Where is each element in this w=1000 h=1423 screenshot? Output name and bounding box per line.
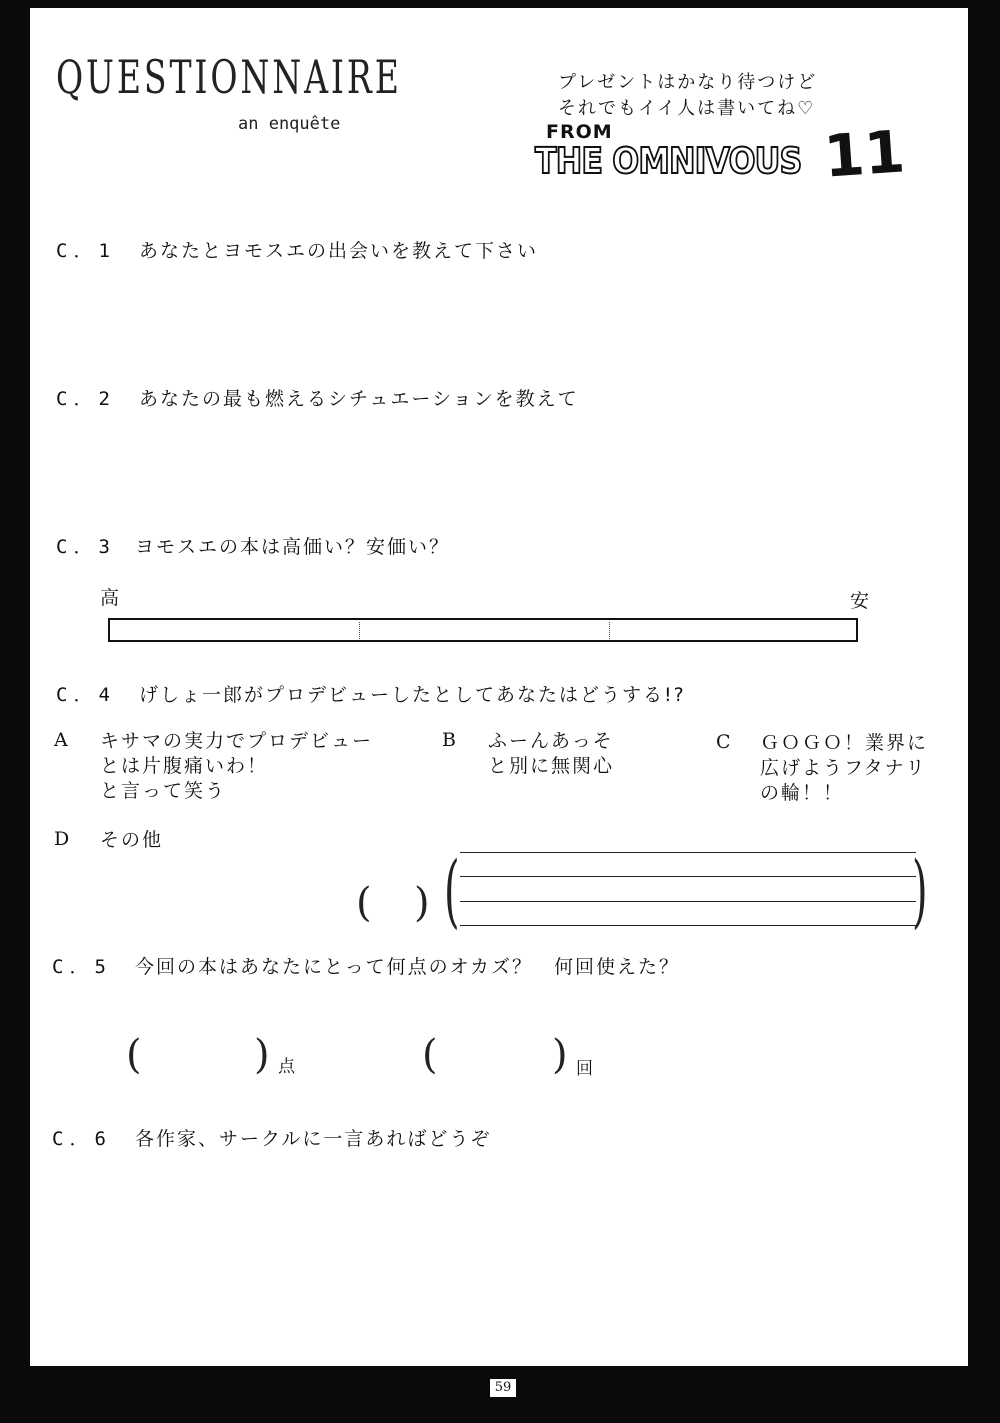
page-number: 59 bbox=[490, 1379, 516, 1397]
freeform-bracket-close: ) bbox=[912, 844, 928, 937]
option-c-letter: C bbox=[716, 731, 731, 753]
question-4 bbox=[56, 680, 686, 707]
write-line bbox=[460, 901, 916, 902]
option-b-line: と別に無関心 bbox=[488, 755, 615, 777]
points-paren-open: ( bbox=[126, 1032, 142, 1078]
option-b-line: ふーんあっそ bbox=[488, 730, 614, 752]
question-3 bbox=[56, 532, 450, 559]
option-d-paren-open: ( bbox=[356, 880, 372, 926]
option-a-letter: A bbox=[54, 729, 68, 751]
option-d-freeform-lines[interactable] bbox=[460, 851, 916, 929]
page-title: QUESTIONNAIRE bbox=[56, 50, 402, 104]
write-line bbox=[460, 852, 916, 853]
option-c-line: 広げようフタナリ bbox=[760, 757, 927, 779]
scale-right-label: 安 bbox=[850, 590, 872, 612]
option-a[interactable] bbox=[100, 729, 373, 804]
question-text: 今回の本はあなたにとって何点のオカズ？ 何回使えた？ bbox=[134, 956, 681, 978]
question-1 bbox=[56, 236, 538, 263]
freeform-bracket-open: ( bbox=[444, 844, 460, 937]
circle-logo-text: THE OMNIVOUS bbox=[535, 141, 802, 182]
points-answer-field[interactable] bbox=[146, 1038, 254, 1078]
option-b[interactable] bbox=[488, 729, 614, 779]
option-c-line: の輪！！ bbox=[760, 782, 845, 804]
scale-tick bbox=[609, 622, 610, 639]
option-b-letter: B bbox=[442, 729, 456, 751]
option-c-line: ＧＯＧＯ！業界に bbox=[760, 732, 929, 754]
option-c[interactable] bbox=[760, 731, 928, 806]
question-6 bbox=[52, 1124, 491, 1151]
times-unit: 回 bbox=[576, 1059, 595, 1079]
points-paren-close: ) bbox=[254, 1032, 270, 1078]
scale-tick bbox=[359, 622, 360, 639]
times-paren-open: ( bbox=[422, 1032, 438, 1078]
question-5 bbox=[52, 952, 680, 979]
question-number: C．2 bbox=[56, 388, 116, 410]
questionnaire-page bbox=[30, 8, 968, 1366]
header-note-line2: それでもイイ人は書いてね♡ bbox=[558, 98, 816, 119]
question-text: げしょ一郎がプロデビューしたとしてあなたはどうする!? bbox=[138, 684, 686, 706]
option-d[interactable]: その他 bbox=[100, 829, 164, 851]
write-line bbox=[460, 876, 916, 877]
times-paren-close: ) bbox=[552, 1032, 568, 1078]
question-text: あなたの最も燃えるシチュエーションを教えて bbox=[138, 388, 579, 410]
option-a-line: と言って笑う bbox=[100, 780, 227, 802]
question-text: あなたとヨモスエの出会いを教えて下さい bbox=[138, 240, 538, 262]
points-unit: 点 bbox=[278, 1057, 297, 1077]
question-number: C．6 bbox=[52, 1128, 112, 1150]
question-text: ヨモスエの本は高価い？安価い？ bbox=[134, 536, 450, 558]
question-number: C．1 bbox=[56, 240, 116, 262]
question-text: 各作家、サークルに一言あればどうぞ bbox=[134, 1128, 492, 1150]
question-2 bbox=[56, 384, 579, 411]
write-line bbox=[460, 925, 916, 926]
option-d-letter: D bbox=[54, 828, 70, 850]
times-answer-field[interactable] bbox=[442, 1038, 552, 1078]
option-d-paren-close: ) bbox=[414, 880, 430, 926]
option-a-line: とは片腹痛いわ！ bbox=[100, 755, 269, 777]
from-label: FROM bbox=[546, 121, 613, 143]
price-scale-bar[interactable] bbox=[108, 618, 858, 642]
circle-logo-number: 11 bbox=[821, 117, 907, 191]
option-a-line: キサマの実力でプロデビュー bbox=[100, 730, 374, 752]
question-number: C．5 bbox=[52, 956, 112, 978]
page-subtitle: an enquête bbox=[238, 114, 341, 134]
scale-left-label: 高 bbox=[100, 587, 122, 609]
option-d-check-field[interactable] bbox=[372, 886, 414, 926]
header-note-line1: プレゼントはかなり待つけど bbox=[558, 72, 818, 93]
question-number: C．3 bbox=[56, 536, 116, 558]
question-number: C．4 bbox=[56, 684, 116, 706]
